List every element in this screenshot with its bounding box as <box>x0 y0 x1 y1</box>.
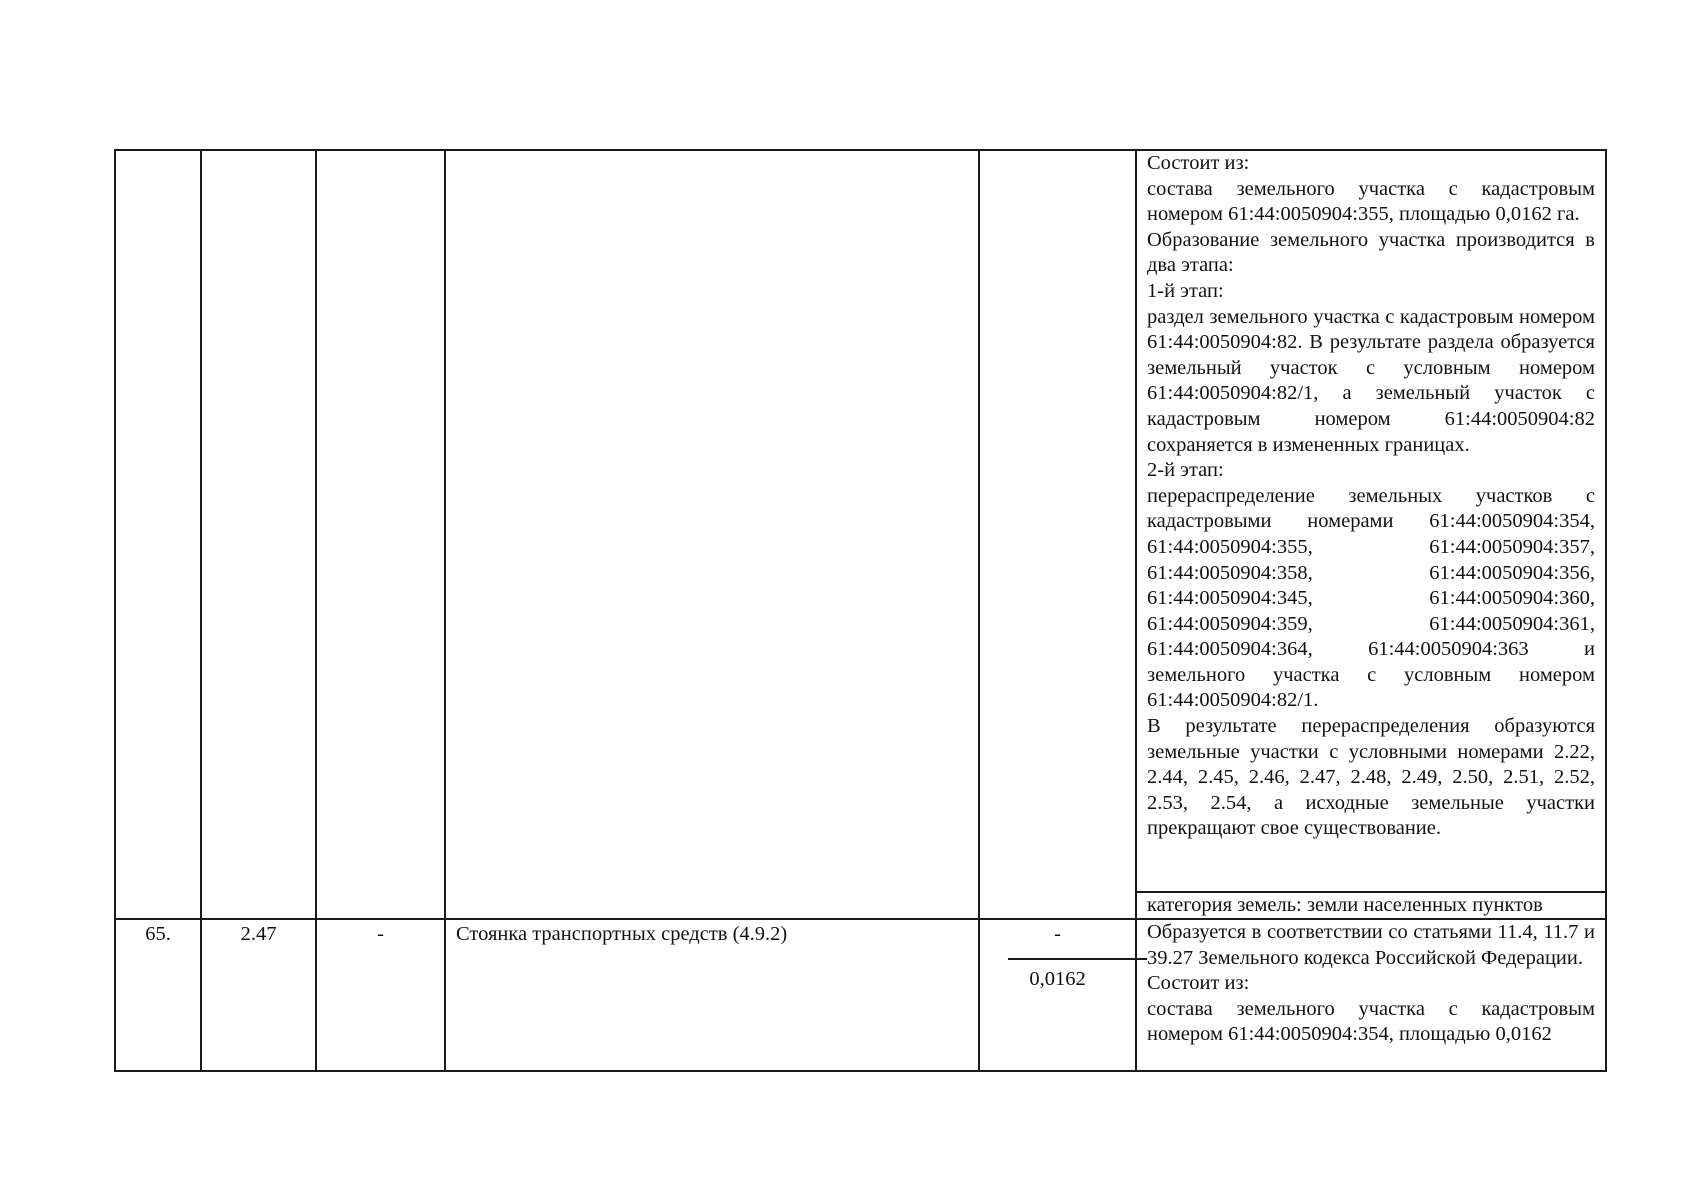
cell-number: 65. <box>115 919 201 1071</box>
cell-permitted-use <box>445 150 979 919</box>
desc-paragraph: Образуется в соответствии со статьями 11.4, 11.7 и 39.27 Земельного кодекса Российской Федерации. <box>1147 921 1595 969</box>
desc-paragraph: Образование земельного участка производится в два этапа: <box>1147 228 1595 277</box>
table-row-continued <box>115 150 1606 919</box>
table-row-65 <box>115 919 1606 1071</box>
land-category: категория земель: земли населенных пунктов <box>1137 891 1605 918</box>
desc-paragraph: состава земельного участка с кадастровым номером 61:44:0050904:355, площадью 0,0162 га. <box>1147 177 1595 226</box>
desc-paragraph: В результате перераспределения образуются земельные участки с условными номерами 2.22, 2.44, 2.45, 2.46, 2.47, 2.48, 2.49, 2.50, 2.51, 2.52, 2.53, 2.54, а исходные земельные участки прекращают свое существование. <box>1147 715 1595 840</box>
desc-paragraph: Состоит из: <box>1147 152 1250 174</box>
description-block <box>1147 151 1595 891</box>
cell-plot-number: 2.47 <box>201 919 316 1071</box>
area-new: 0,0162 <box>1029 968 1086 990</box>
desc-paragraph: перераспределение земельных участков с кадастровыми номерами 61:44:0050904:354, 61:44:0050904:355, 61:44:0050904:357, 61:44:0050904:358, 61:44:0050904:356, 61:44:0050904:345, 61:44:0050904:360, 61:44:0050904:359, 61:44:0050904:361, 61:44:0050904:364, 61:44:0050904:363 и земельного участка с условным номером 61:44:0050904:82/1. <box>1147 484 1595 712</box>
cell-plot-number <box>201 150 316 919</box>
fraction-rule <box>1008 958 1147 960</box>
cell-area <box>979 919 1136 1071</box>
cell-col3 <box>316 150 445 919</box>
cell-area <box>979 150 1136 919</box>
desc-paragraph: 2-й этап: <box>1147 459 1224 482</box>
cell-col3: - <box>316 919 445 1071</box>
cell-permitted-use: Стоянка транспортных средств (4.9.2) <box>445 919 979 1071</box>
area-existing: - <box>1054 923 1061 945</box>
desc-paragraph: 1-й этап: <box>1147 279 1224 302</box>
cell-description <box>1136 150 1606 919</box>
area-fraction <box>980 920 1135 1070</box>
cell-number <box>115 150 201 919</box>
land-plots-table <box>114 149 1607 1072</box>
desc-paragraph: состава земельного участка с кадастровым номером 61:44:0050904:354, площадью 0,0162 <box>1147 997 1595 1046</box>
cell-description <box>1136 919 1606 1071</box>
desc-paragraph: Состоит из: <box>1147 972 1250 995</box>
desc-paragraph: раздел земельного участка с кадастровым номером 61:44:0050904:82. В результате раздела образуется земельный участок с условным номером 61:44:0050904:82/1, а земельный участок с кадастровым номером 61:44:0050904:82 сохраняется в измененных границах. <box>1147 305 1595 456</box>
description-block <box>1147 920 1595 1070</box>
